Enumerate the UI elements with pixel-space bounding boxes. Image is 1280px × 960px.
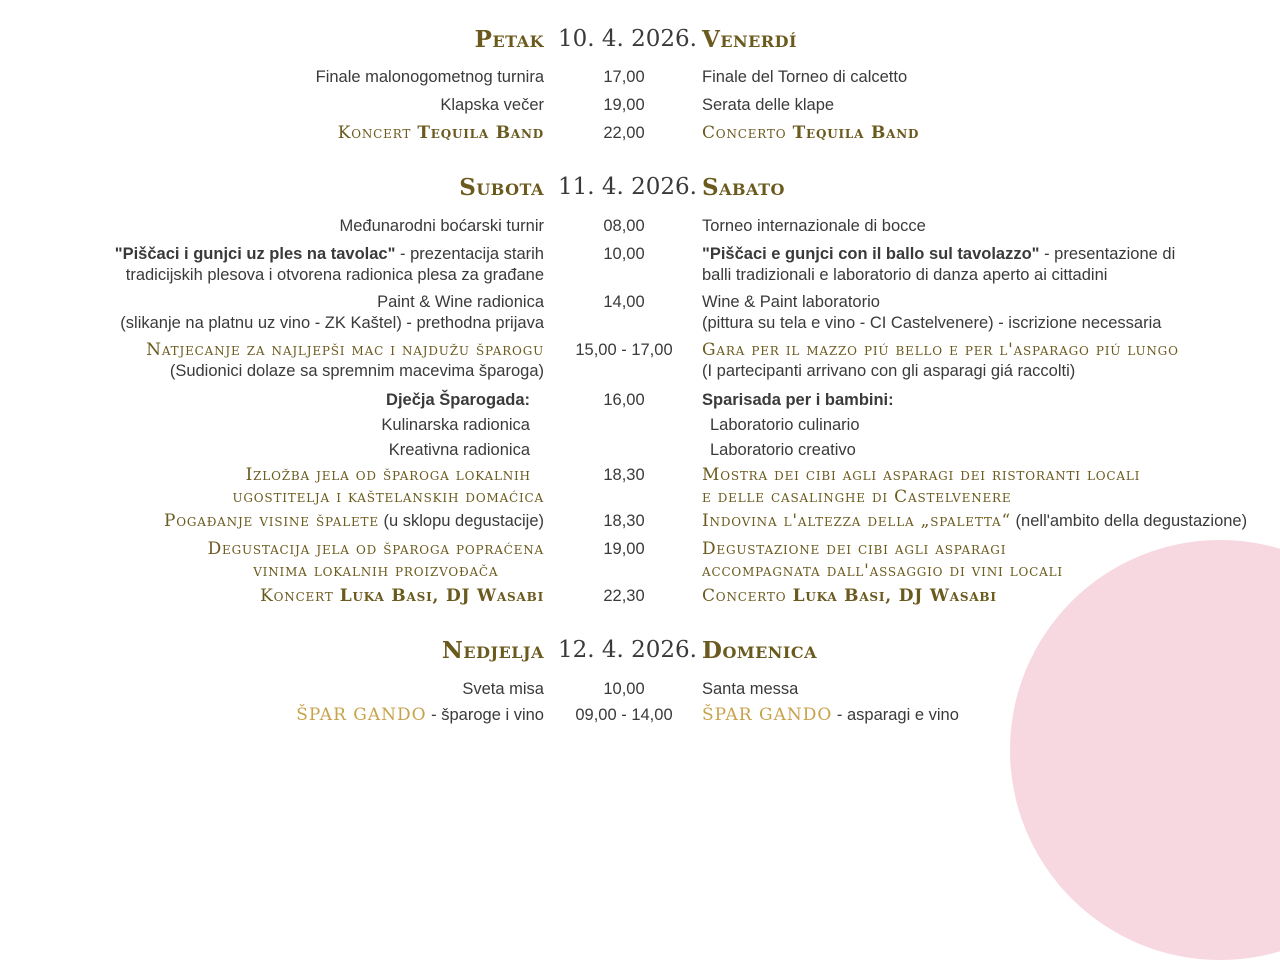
event-time: 19,00 xyxy=(603,540,645,558)
event-time: 17,00 xyxy=(603,68,645,86)
event-it: Mostra dei cibi agli asparagi dei ristoranti locali e delle casalinghe di Castelvenere xyxy=(702,465,1141,507)
spargando-logo: ŠPAR GANDO xyxy=(702,705,833,725)
event-hr: Klapska večer xyxy=(440,96,544,114)
day-name-it: Venerdí xyxy=(702,26,798,53)
event-hr: Međunarodni boćarski turnir xyxy=(339,217,544,235)
event-it: Concerto Tequila Band xyxy=(702,123,920,143)
event-hr: Koncert Luka Basi, DJ Wasabi xyxy=(260,586,544,606)
event-it: Indovina l'altezza della „spaletta“ (nell'ambito della degustazione) xyxy=(702,511,1248,531)
day-header-sunday xyxy=(0,637,1280,667)
event-time: 19,00 xyxy=(603,96,645,114)
event-it: Sparisada per i bambini: Laboratorio culinario Laboratorio creativo xyxy=(702,391,894,459)
event-hr: ŠPAR GANDO - šparoge i vino xyxy=(296,705,544,725)
event-it: Finale del Torneo di calcetto xyxy=(702,68,908,86)
spargando-logo: ŠPAR GANDO xyxy=(296,705,427,725)
pink-decorative-shape xyxy=(1010,540,1280,960)
day-name-hr: Subota xyxy=(459,174,544,201)
event-hr: "Piščaci i gunjci uz ples na tavolac" - prezentacija starih tradicijskih plesova i otvorena radionica plesa za građane xyxy=(114,245,544,284)
event-hr: Finale malonogometnog turnira xyxy=(315,68,544,86)
day-name-it: Domenica xyxy=(702,637,818,664)
event-hr: Koncert Tequila Band xyxy=(337,123,544,143)
event-it: Concerto Luka Basi, DJ Wasabi xyxy=(702,586,997,606)
event-it: Wine & Paint laboratorio (pittura su tela e vino - CI Castelvenere) - iscrizione necessaria xyxy=(702,293,1162,332)
day-name-hr: Petak xyxy=(474,26,544,53)
event-it: "Piščaci e gunjci con il ballo sul tavolazzo" - presentazione di balli tradizionali e laboratorio di danza aperto ai cittadini xyxy=(702,245,1176,284)
event-it: Gara per il mazzo piú bello e per l'asparago piú lungo (I partecipanti arrivano con gli asparagi giá raccolti) xyxy=(702,340,1179,380)
event-time: 22,30 xyxy=(603,587,645,605)
day-date: 10. 4. 2026. xyxy=(558,26,697,52)
event-hr: Natjecanje za najljepši mac i najdužu šparogu (Sudionici dolaze sa spremnim macevima šparoga) xyxy=(146,340,544,380)
event-time: 09,00 - 14,00 xyxy=(575,706,673,724)
event-hr: Sveta misa xyxy=(462,680,544,698)
event-hr: Paint & Wine radionica (slikanje na platnu uz vino - ZK Kaštel) - prethodna prijava xyxy=(120,293,544,332)
event-hr: Dječja Šparogada: Kulinarska radionica Kreativna radionica xyxy=(381,391,530,459)
event-it: Torneo internazionale di bocce xyxy=(702,217,926,235)
event-time: 08,00 xyxy=(603,217,645,235)
event-it: Santa messa xyxy=(702,680,799,698)
event-time: 15,00 - 17,00 xyxy=(575,341,673,359)
event-time: 18,30 xyxy=(603,466,645,484)
event-time: 14,00 xyxy=(603,293,645,311)
event-it: ŠPAR GANDO - asparagi e vino xyxy=(702,705,959,725)
event-it: Degustazione dei cibi agli asparagi accompagnata dall'assaggio di vini locali xyxy=(702,539,1063,581)
day-date: 12. 4. 2026. xyxy=(558,637,697,663)
event-time: 16,00 xyxy=(603,391,645,409)
day-name-it: Sabato xyxy=(702,174,785,201)
day-date: 11. 4. 2026. xyxy=(558,174,697,200)
event-hr: Pogađanje visine špalete (u sklopu degustacije) xyxy=(163,511,544,531)
event-time: 18,30 xyxy=(603,512,645,530)
event-hr: Degustacija jela od šparoga popraćena vinima lokalnih proizvođača xyxy=(207,539,544,581)
event-hr: Izložba jela od šparoga lokalnih ugostitelja i kaštelanskih domaćica xyxy=(232,465,544,507)
day-header-saturday xyxy=(0,174,1280,204)
day-name-hr: Nedjelja xyxy=(441,637,544,664)
day-header-friday xyxy=(0,26,1280,56)
event-time: 10,00 xyxy=(603,680,645,698)
event-time: 10,00 xyxy=(603,245,645,263)
event-it: Serata delle klape xyxy=(702,96,835,114)
event-time: 22,00 xyxy=(603,124,645,142)
